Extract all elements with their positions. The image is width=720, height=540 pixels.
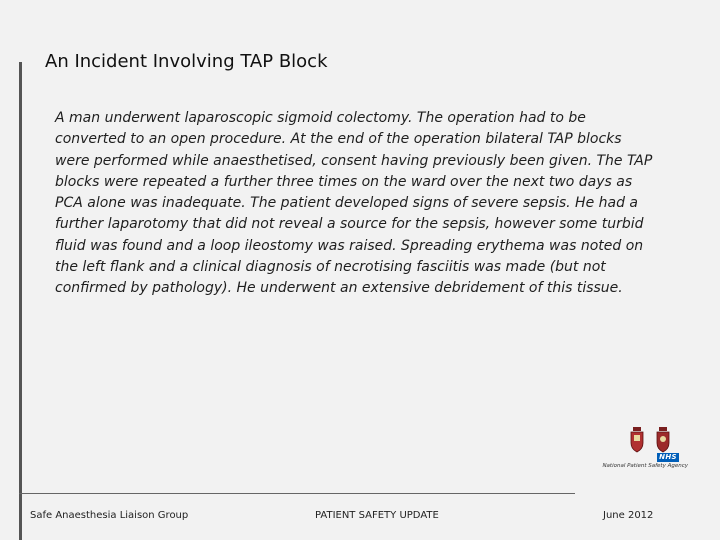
footer-organisation: Safe Anaesthesia Liaison Group	[30, 510, 189, 521]
slide-title: An Incident Involving TAP Block	[45, 51, 328, 72]
organisation-logos	[588, 425, 688, 473]
nhs-logo: NHS	[657, 453, 679, 462]
footer-divider	[19, 493, 575, 494]
slide-body-text: A man underwent laparoscopic sigmoid colectomy. The operation had to be converted to an open procedure. At the end of the operation bilateral TAP blocks were performed while anaesthetised, consent having previously been given. The TAP blocks were repeated a further three times on the ward over the next two days as PCA alone was inadequate. The patient developed signs of severe sepsis. He had a further laparotomy that did not reveal a source for the sepsis, however some turbid fluid was found and a loop ileostomy was raised. Spreading erythema was noted on the left flank and a clinical diagnosis of necrotising fasciitis was made (but not confirmed by pathology). He underwent an extensive debridement of this tissue.	[55, 110, 653, 297]
footer-section-title: PATIENT SAFETY UPDATE	[315, 510, 439, 521]
crest-left-icon	[630, 427, 644, 453]
left-border-rule	[19, 62, 22, 540]
crest-right-icon	[656, 427, 670, 453]
agency-name: National Patient Safety Agency	[602, 463, 688, 469]
footer-date: June 2012	[603, 510, 654, 521]
